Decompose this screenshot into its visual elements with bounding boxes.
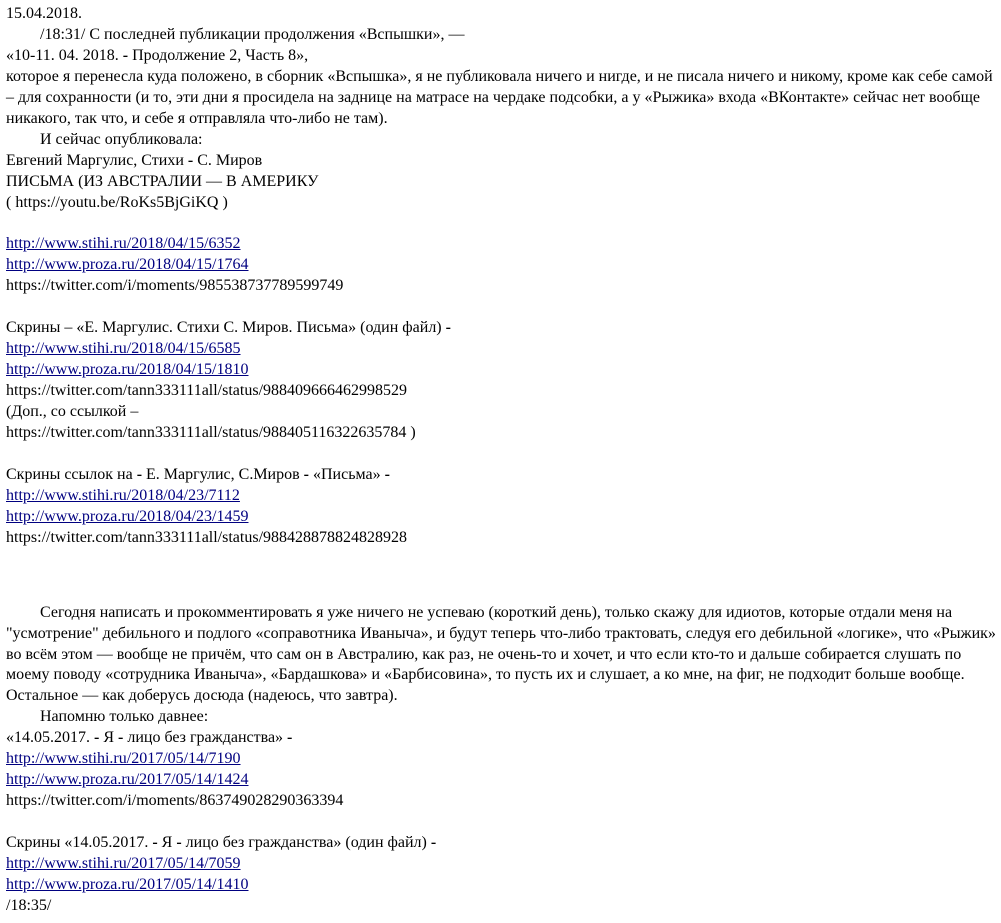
intro-text: С последней публикации продолжения «Вспышки», — xyxy=(85,25,465,43)
dash: - xyxy=(303,465,309,483)
dop-line: (Доп., со ссылкой – xyxy=(6,403,139,421)
screens-part: Скрины – «Е. Маргулис. Стихи С. Миров. Письма» (один файл) xyxy=(6,319,446,337)
screens-part: лицо без гражданства» (один файл) xyxy=(181,834,431,852)
dash: - xyxy=(94,729,100,747)
time-end: /18:35/ xyxy=(6,896,52,914)
dash: - xyxy=(118,729,124,747)
stihi-link[interactable]: http://www.stihi.ru/2018/04/15/6585 xyxy=(6,340,241,358)
dash: - xyxy=(176,834,182,852)
author-part: Евгений Маргулис, Стихи xyxy=(6,151,188,169)
dash: - xyxy=(122,46,129,64)
remind-line: Напомню только давнее: xyxy=(40,708,209,726)
twitter-line: https://twitter.com/tann333111all/status/988405116322635784 ) xyxy=(6,424,416,442)
spacer xyxy=(6,549,1001,591)
spacer xyxy=(6,444,1001,465)
quote-part: Продолжение 2, Часть 8», xyxy=(128,46,309,64)
quote-part: лицо без гражданства» xyxy=(123,729,288,747)
stihi-link[interactable]: http://www.stihi.ru/2017/05/14/7190 xyxy=(6,750,241,768)
dash: - xyxy=(445,319,451,337)
screens-part: Скрины ссылок на xyxy=(6,465,137,483)
date-line: 15.04.2018. xyxy=(6,5,82,22)
twitter-line: https://twitter.com/tann333111all/status/988409666462998529 xyxy=(6,382,408,400)
proza-link[interactable]: http://www.proza.ru/2017/05/14/1424 xyxy=(6,771,249,789)
intro-line xyxy=(6,25,1001,46)
author-line xyxy=(6,151,1001,172)
screens-part: «Письма» xyxy=(308,465,385,483)
spacer xyxy=(6,214,1001,235)
screens-part: Е. Маргулис, С.Миров xyxy=(142,465,304,483)
stihi-link[interactable]: http://www.stihi.ru/2018/04/23/7112 xyxy=(6,486,240,504)
screens-line-3 xyxy=(6,833,1001,854)
now-published-line: И сейчас опубликовала: xyxy=(40,130,203,148)
youtube-line: ( https://youtu.be/RoKs5BjGiKQ ) xyxy=(6,193,228,211)
screens-part: Я xyxy=(157,834,177,852)
twitter-line: https://twitter.com/tann333111all/status/988428878824828928 xyxy=(6,528,408,546)
author-part: С. Миров xyxy=(193,151,263,169)
proza-link[interactable]: http://www.proza.ru/2018/04/23/1459 xyxy=(6,507,249,525)
dash: - xyxy=(136,465,143,483)
screens-line-2 xyxy=(6,465,1001,486)
proza-link[interactable]: http://www.proza.ru/2018/04/15/1810 xyxy=(6,361,249,379)
time-start: /18:31/ xyxy=(40,25,86,43)
spacer xyxy=(6,812,1001,833)
spacer xyxy=(6,591,1001,603)
stihi-link[interactable]: http://www.stihi.ru/2017/05/14/7059 xyxy=(6,855,241,873)
quote-line-2 xyxy=(6,728,1001,749)
twitter-line: https://twitter.com/i/moments/863749028290363394 xyxy=(6,792,344,810)
stihi-link[interactable]: http://www.stihi.ru/2018/04/15/6352 xyxy=(6,235,241,253)
quote-line-1 xyxy=(6,46,1001,67)
screens-line-1 xyxy=(6,318,1001,339)
dash: - xyxy=(152,834,158,852)
quote-part: «10-11. 04. 2018. xyxy=(6,46,123,64)
paragraph-1: которое я перенесла куда положено, в сборник «Вспышка», я не публиковала ничего и нигде, и не писала ничего и никому, кроме как себе самой – для сохранности (и то, эти дни я просидела на заднице на матрасе на чердаке подсобки, а у «Рыжика» входа «ВКонтакте» сейчас нет вообще никакого, так что, и себе я отправляла что-либо не там). xyxy=(6,67,993,127)
paragraph-2: Сегодня написать и прокомментировать я уже ничего не успеваю (короткий день), только скажу для идиотов, которые отдали меня на "усмотрение" дебильного и подлого «соправотника Иваныча», и будут теперь что-либо трактовать, следуя его дебильной «логике», что «Рыжик» во всём этом — вообще не причём, что сам он в Австралию, как раз, не очень-то и хочет, и что если кто-то и дальше собирается слушать по моему поводу «сотрудника Иваныча», «Бардашкова» и «Барбисовина», то пусть их и слушает, а ко мне, на фиг, не подходит больше вообще. Остальное — как доберусь досюда (надеюсь, что завтра). xyxy=(6,603,996,705)
quote-part: Я xyxy=(99,729,118,747)
song-title: ПИСЬМА (ИЗ АВСТРАЛИИ — В АМЕРИКУ xyxy=(6,172,319,190)
dash: - xyxy=(384,465,390,483)
dash: - xyxy=(187,151,194,169)
proza-link[interactable]: http://www.proza.ru/2017/05/14/1410 xyxy=(6,876,249,893)
dash: - xyxy=(287,729,293,747)
proza-link[interactable]: http://www.proza.ru/2018/04/15/1764 xyxy=(6,256,249,274)
screens-part: Скрины «14.05.2017. xyxy=(6,834,153,852)
twitter-line: https://twitter.com/i/moments/985538737789599749 xyxy=(6,277,344,295)
dash: - xyxy=(430,834,437,852)
spacer xyxy=(6,297,1001,318)
quote-part: «14.05.2017. xyxy=(6,729,94,747)
